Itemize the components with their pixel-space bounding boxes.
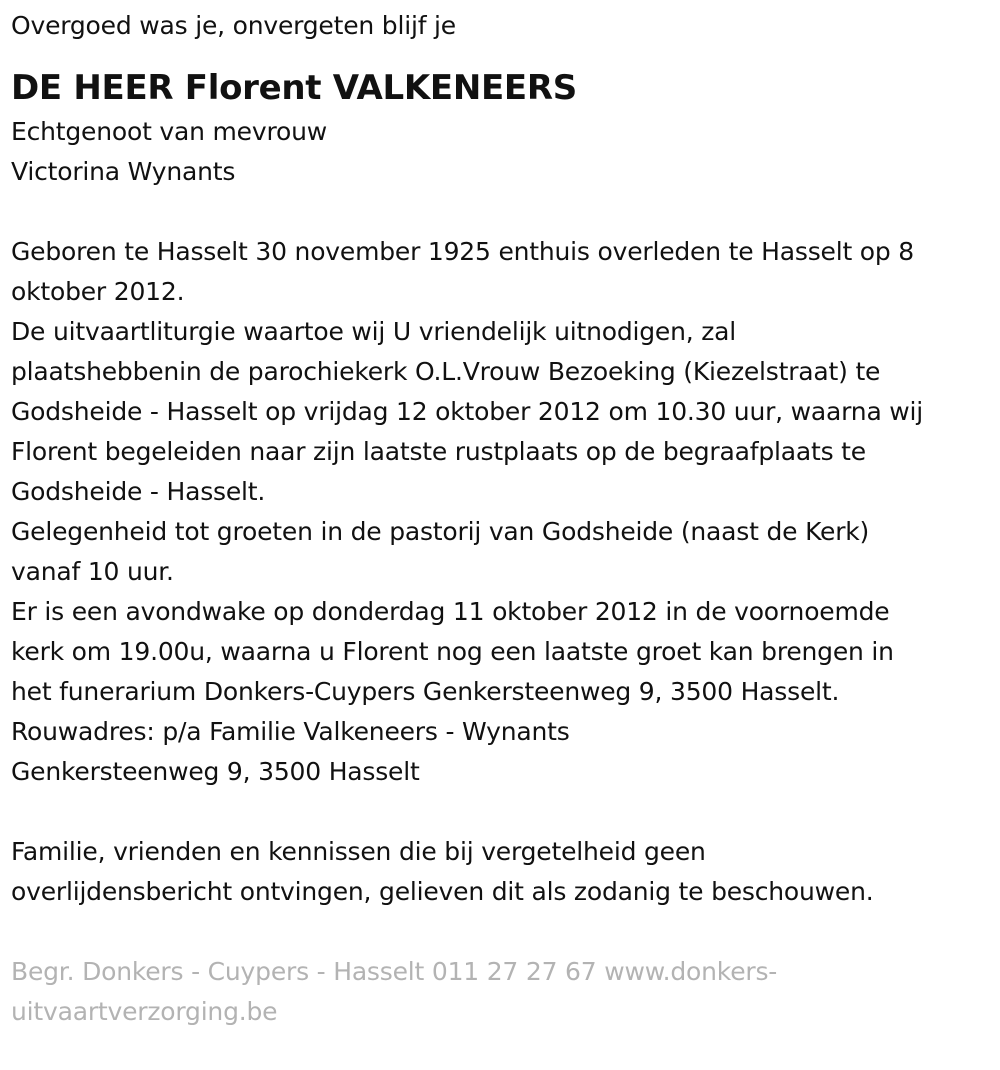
body-line: Godsheide - Hasselt op vrijdag 12 oktober 2012 om 10.30 uur, waarna wij: [11, 397, 924, 426]
spacer: [11, 792, 991, 832]
closing-line: Familie, vrienden en kennissen die bij vergetelheid geen: [11, 837, 706, 866]
spacer: [11, 192, 991, 232]
body-line: Geboren te Hasselt 30 november 1925 enthuis overleden te Hasselt op 8: [11, 237, 915, 266]
body-line: Godsheide - Hasselt.: [11, 477, 266, 506]
body-line: Rouwadres: p/a Familie Valkeneers - Wynants: [11, 717, 570, 746]
footer-line: Begr. Donkers - Cuypers - Hasselt 011 27 27 67 www.donkers-: [11, 957, 778, 986]
body-line: kerk om 19.00u, waarna u Florent nog een laatste groet kan brengen in: [11, 637, 894, 666]
spouse-line-2: Victorina Wynants: [11, 157, 236, 186]
closing-line: overlijdensbericht ontvingen, gelieven dit als zodanig te beschouwen.: [11, 877, 874, 906]
footer-line: uitvaartverzorging.be: [11, 997, 278, 1026]
body-line: oktober 2012.: [11, 277, 185, 306]
body-line: het funerarium Donkers-Cuypers Genkersteenweg 9, 3500 Hasselt.: [11, 677, 840, 706]
spouse-line-1: Echtgenoot van mevrouw: [11, 117, 327, 146]
closing-text: [11, 832, 991, 912]
funeral-director-footer: [11, 952, 991, 1032]
body-line: Er is een avondwake op donderdag 11 oktober 2012 in de voornoemde: [11, 597, 890, 626]
opening-quote: Overgoed was je, onvergeten blijf je: [11, 11, 456, 40]
spacer: [11, 912, 991, 952]
body-line: De uitvaartliturgie waartoe wij U vriendelijk uitnodigen, zal: [11, 317, 737, 346]
body-text: [11, 232, 991, 792]
body-line: Gelegenheid tot groeten in de pastorij van Godsheide (naast de Kerk): [11, 517, 870, 546]
body-line: Florent begeleiden naar zijn laatste rustplaats op de begraafplaats te: [11, 437, 866, 466]
deceased-name: DE HEER Florent VALKENEERS: [11, 68, 577, 108]
body-line: plaatshebbenin de parochiekerk O.L.Vrouw Bezoeking (Kiezelstraat) te: [11, 357, 881, 386]
body-line: vanaf 10 uur.: [11, 557, 174, 586]
obituary-notice: [11, 0, 991, 1032]
spouse-block: [11, 112, 991, 192]
body-line: Genkersteenweg 9, 3500 Hasselt: [11, 757, 420, 786]
